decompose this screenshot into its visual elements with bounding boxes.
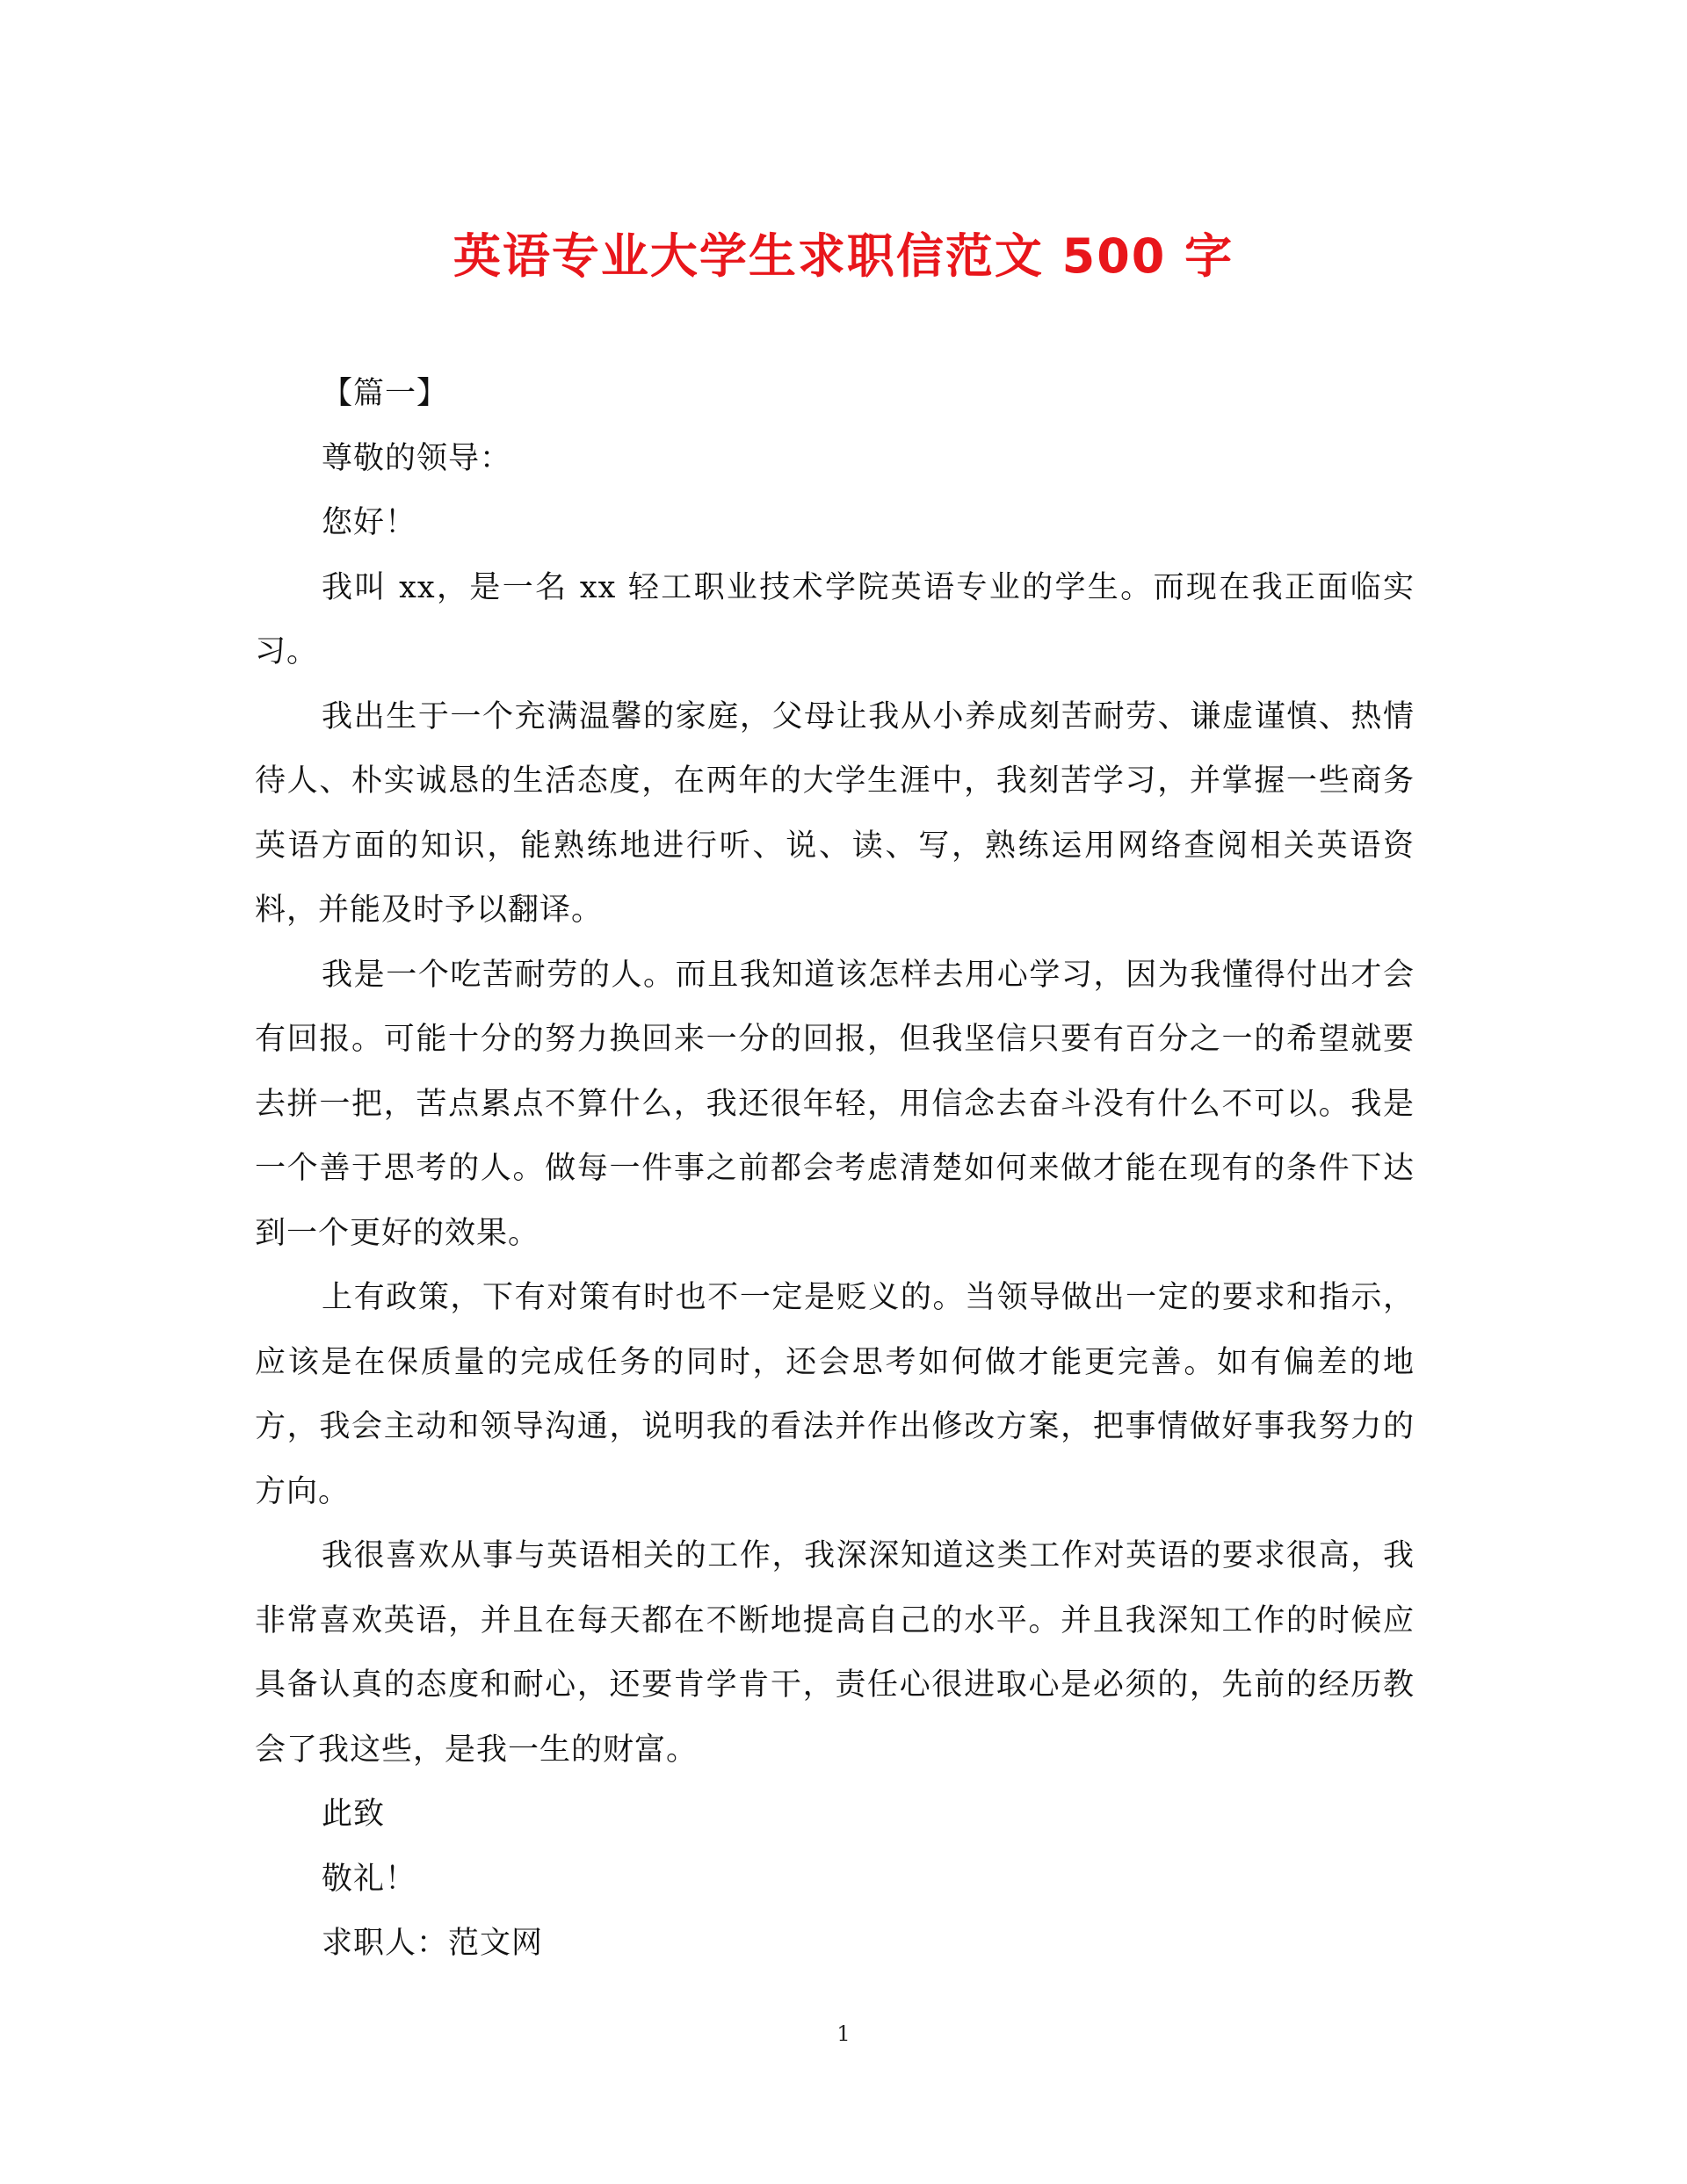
- closing-line: 此致: [322, 1797, 386, 1832]
- greeting: 您好！: [322, 505, 417, 540]
- document-title: 英语专业大学生求职信范文 500 字: [453, 228, 1234, 284]
- paragraph-character: 我是一个吃苦耐劳的人。而且我知道该怎样去用心学习，因为我懂得付出才会有回报。可能十分的努力换回来一分的回报，但我坚信只要有百分之一的希望就要去拼一把，苦点累点不算什么，我还很年轻，用信念去奋斗没有什么不可以。我是一个善于思考的人。做每一件事之前都会考虑清楚如何来做才能在现有的条件下达到一个更好的效果。: [255, 957, 1415, 1251]
- section-heading: 【篇一】: [322, 376, 449, 411]
- closing-regards: 敬礼！: [322, 1861, 417, 1897]
- paragraph-introduction: 我叫 xx，是一名 xx 轻工职业技术学院英语专业的学生。而现在我正面临实习。: [255, 569, 1415, 669]
- letter-body: [255, 362, 1415, 1977]
- paragraph-attitude: 上有政策，下有对策有时也不一定是贬义的。当领导做出一定的要求和指示，应该是在保质量的完成任务的同时，还会思考如何做才能更完善。如有偏差的地方，我会主动和领导沟通，说明我的看法并作出修改方案，把事情做好事我努力的方向。: [255, 1280, 1415, 1509]
- paragraph-motivation: 我很喜欢从事与英语相关的工作，我深深知道这类工作对英语的要求很高，我非常喜欢英语，并且在每天都在不断地提高自己的水平。并且我深知工作的时候应具备认真的态度和耐心，还要肯学肯干，责任心很进取心是必须的，先前的经历教会了我这些，是我一生的财富。: [255, 1538, 1415, 1768]
- page-number: 1: [836, 2021, 851, 2046]
- signature-line: 求职人：范文网: [322, 1926, 544, 1961]
- salutation: 尊敬的领导：: [322, 440, 512, 476]
- paragraph-background: 我出生于一个充满温馨的家庭，父母让我从小养成刻苦耐劳、谦虚谨慎、热情待人、朴实诚恳的生活态度，在两年的大学生涯中，我刻苦学习，并掌握一些商务英语方面的知识，能熟练地进行听、说、读、写，熟练运用网络查阅相关英语资料，并能及时予以翻译。: [255, 698, 1415, 928]
